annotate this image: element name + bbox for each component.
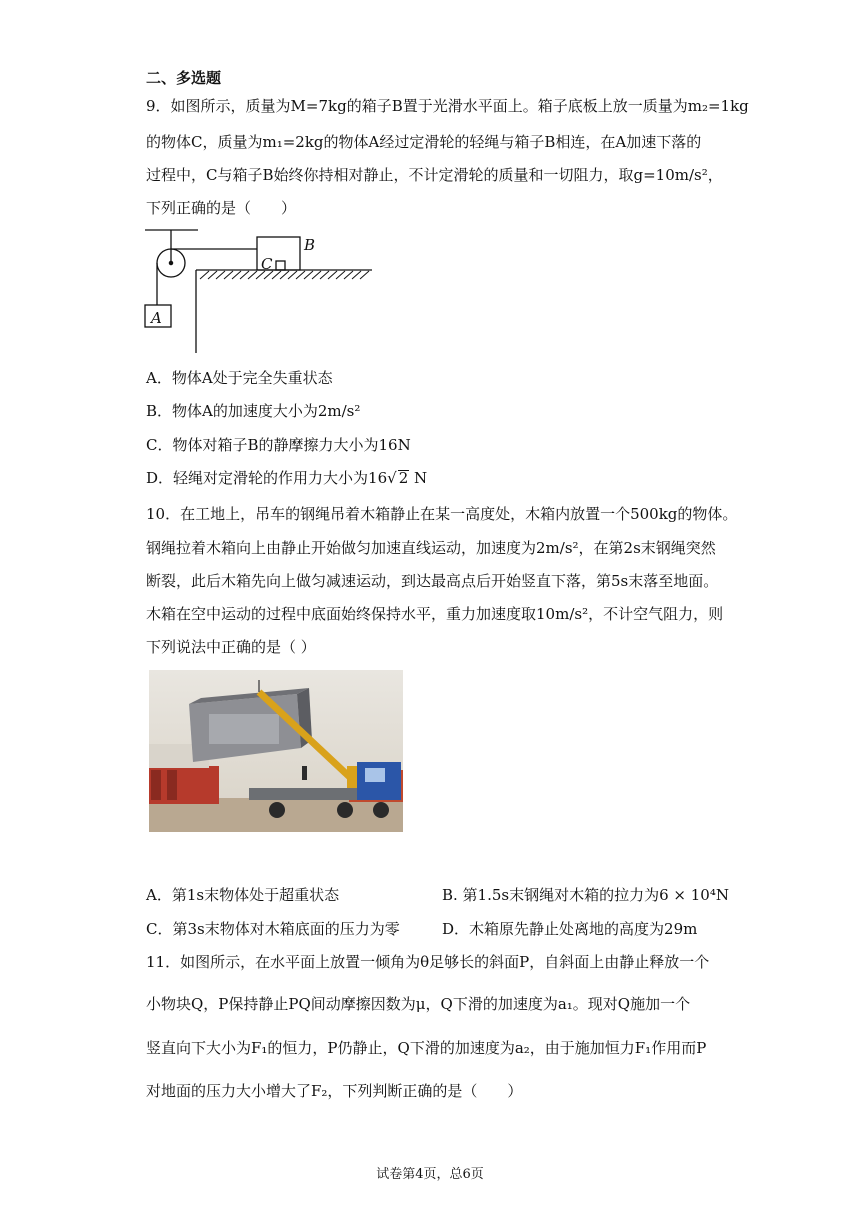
q9-option-a: A．物体A处于完全失重状态 [146,369,333,387]
crane-photo [149,670,403,832]
q11-line-3: 竖直向下大小为F₁的恒力，P仍静止，Q下滑的加速度为a₂，由于施加恒力F₁作用而P [146,1039,707,1057]
q9-line-2: 的物体C，质量为m₁=2kg的物体A经过定滑轮的轻绳与箱子B相连，在A加速下落的 [146,133,702,151]
q9-option-d-prefix: D．轻绳对定滑轮的作用力大小为16 [146,469,388,487]
q11-line-2: 小物块Q，P保持静止PQ间动摩擦因数为μ，Q下滑的加速度为a₁。现对Q施加一个 [146,995,691,1013]
q10-line-5: 下列说法中正确的是（ ） [146,638,316,656]
q9-option-d [146,467,427,488]
q9-line-3: 过程中，C与箱子B始终你持相对静止，不计定滑轮的质量和一切阻力，取g=10m/s²， [146,166,723,184]
q11-line-4: 对地面的压力大小增大了F₂，下列判断正确的是（ ） [146,1082,523,1100]
q10-line-3: 断裂，此后木箱先向上做匀减速运动，到达最高点后开始竖直下落，第5s末落至地面。 [146,572,719,590]
label-a: A [151,309,162,327]
sqrt-symbol: √ [387,469,397,487]
q11-line-1: 11．如图所示，在水平面上放置一倾角为θ足够长的斜面P，自斜面上由静止释放一个 [146,953,710,971]
q10-option-c: C．第3s末物体对木箱底面的压力为零 [146,920,400,938]
label-b: B [304,236,316,254]
q9-line-1: 9．如图所示，质量为M=7kg的箱子B置于光滑水平面上。箱子底板上放一质量为m₂=1kg [146,97,749,115]
section-title: 二、多选题 [146,69,222,87]
q10-option-b: B. 第1.5s末钢绳对木箱的拉力为6 × 10⁴N [442,886,729,904]
q10-option-d: D．木箱原先静止处离地的高度为29m [442,920,698,938]
q9-pulley-figure [140,225,380,355]
block-c [276,261,285,270]
q10-line-4: 木箱在空中运动的过程中底面始终保持水平，重力加速度取10m/s²，不计空气阻力，则 [146,605,724,623]
q10-line-2: 钢绳拉着木箱向上由静止开始做匀加速直线运动，加速度为2m/s²，在第2s末钢绳突然 [146,539,716,557]
page-footer: 试卷第4页，总6页 [376,1167,484,1182]
label-c: C [261,255,273,273]
q9-option-d-radicand: 2 [398,469,409,487]
q9-option-d-unit: N [409,469,428,487]
q9-option-b: B．物体A的加速度大小为2m/s² [146,402,361,420]
q9-line-4: 下列正确的是（ ） [146,199,297,217]
q10-option-a: A．第1s末物体处于超重状态 [146,886,340,904]
q9-option-c: C．物体对箱子B的静摩擦力大小为16N [146,436,411,454]
q10-line-1: 10．在工地上，吊车的钢绳吊着木箱静止在某一高度处，木箱内放置一个500kg的物体。 [146,505,738,523]
